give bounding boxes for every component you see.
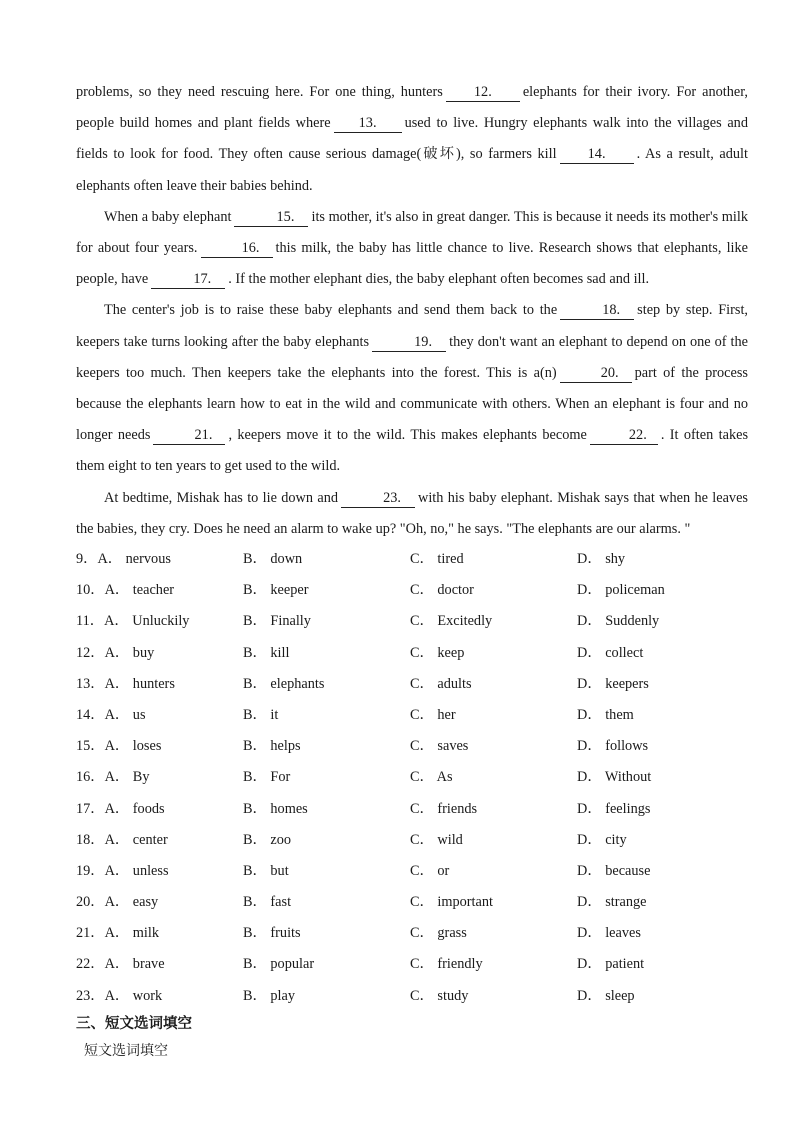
option-c[interactable]: C． or bbox=[410, 862, 450, 879]
option-a[interactable]: 21．A． milk bbox=[76, 925, 160, 942]
option-a[interactable]: 18．A． center bbox=[76, 831, 168, 848]
reading-passage bbox=[76, 77, 748, 545]
text: they don't want an elephant to depend on one of the keepers too much. Then keepers take the elephants into the forest. This is a(n) bbox=[76, 333, 748, 381]
option-b[interactable]: B． popular bbox=[243, 956, 315, 973]
option-a[interactable]: 20．A． easy bbox=[76, 894, 159, 911]
option-c[interactable]: C． tired bbox=[410, 551, 464, 567]
option-d[interactable]: D． patient bbox=[577, 956, 645, 973]
text: part of the process because the elephants learn how to eat in the wild and communicate with others. When an elephant is four and no longer needs bbox=[76, 364, 748, 444]
option-a[interactable]: 19．A． unless bbox=[76, 862, 169, 879]
option-row-16 bbox=[76, 762, 756, 793]
option-row-20 bbox=[76, 887, 756, 918]
option-d[interactable]: D． them bbox=[577, 706, 634, 723]
option-a[interactable]: 22．A． brave bbox=[76, 956, 165, 973]
blank-19[interactable]: 19. bbox=[372, 334, 446, 352]
text: its mother, it's also in great danger. This is because it needs its mother's milk for about four years. bbox=[76, 208, 748, 257]
paragraph-2 bbox=[76, 202, 748, 296]
blank-12[interactable]: 12. bbox=[446, 84, 520, 102]
option-c[interactable]: C． doctor bbox=[410, 582, 474, 599]
option-a[interactable]: 23．A． work bbox=[76, 987, 163, 1004]
option-d[interactable]: D． city bbox=[577, 831, 627, 848]
option-d[interactable]: D． follows bbox=[577, 738, 649, 755]
option-b[interactable]: B． play bbox=[243, 987, 296, 1004]
answer-options bbox=[76, 544, 756, 1012]
option-b[interactable]: B． Finally bbox=[243, 613, 311, 630]
option-c[interactable]: C． her bbox=[410, 706, 456, 723]
option-b[interactable]: B． fruits bbox=[243, 925, 301, 942]
text: The center's job is to raise these baby elephants and send them back to the bbox=[104, 302, 558, 319]
text: When a baby elephant bbox=[104, 208, 232, 225]
section-title: 三、短文选词填空 bbox=[76, 1016, 192, 1032]
option-a[interactable]: 15．A． loses bbox=[76, 738, 162, 755]
option-d[interactable]: D． leaves bbox=[577, 925, 641, 942]
option-b[interactable]: B． down bbox=[243, 551, 303, 567]
text: step by step. First, keepers take turns looking after the baby elephants bbox=[76, 302, 748, 350]
option-a[interactable]: 10．A． teacher bbox=[76, 582, 175, 599]
option-b[interactable]: B． it bbox=[243, 706, 279, 723]
option-row-18 bbox=[76, 825, 756, 856]
text: At bedtime, Mishak has to lie down and bbox=[104, 489, 338, 506]
blank-16[interactable]: 16. bbox=[201, 240, 273, 258]
text: . As a result, adult elephants often leave their babies behind. bbox=[76, 146, 748, 194]
blank-23[interactable]: 23. bbox=[341, 490, 415, 508]
blank-17[interactable]: 17. bbox=[151, 271, 225, 289]
blank-21[interactable]: 21. bbox=[153, 427, 225, 445]
option-a[interactable]: 17．A． foods bbox=[76, 800, 165, 817]
option-b[interactable]: B． kill bbox=[243, 644, 290, 661]
option-c[interactable]: C． saves bbox=[410, 738, 469, 755]
option-row-23 bbox=[76, 981, 756, 1012]
text: . If the mother elephant dies, the baby elephant often becomes sad and ill. bbox=[228, 271, 650, 288]
option-c[interactable]: C． Excitedly bbox=[410, 613, 493, 630]
option-b[interactable]: B． keeper bbox=[243, 582, 309, 599]
option-row-15 bbox=[76, 731, 756, 762]
option-b[interactable]: B． elephants bbox=[243, 675, 325, 692]
option-d[interactable]: D． policeman bbox=[577, 582, 665, 599]
blank-22[interactable]: 22. bbox=[590, 427, 658, 445]
text: problems, so they need rescuing here. For one thing, hunters bbox=[76, 84, 443, 100]
option-d[interactable]: D． keepers bbox=[577, 675, 649, 692]
text: , keepers move it to the wild. This makes elephants become bbox=[228, 427, 587, 444]
option-b[interactable]: B． but bbox=[243, 862, 289, 879]
blank-20[interactable]: 20. bbox=[560, 365, 632, 383]
option-d[interactable]: D． shy bbox=[577, 551, 626, 567]
option-a[interactable]: 9．A． nervous bbox=[76, 551, 171, 567]
option-b[interactable]: B． fast bbox=[243, 894, 292, 911]
option-c[interactable]: C． adults bbox=[410, 675, 472, 692]
option-b[interactable]: B． helps bbox=[243, 738, 301, 755]
section-subtitle: 短文选词填空 bbox=[84, 1043, 168, 1059]
option-a[interactable]: 11．A． Unluckily bbox=[76, 613, 190, 630]
paragraph-1 bbox=[76, 77, 748, 202]
blank-15[interactable]: 15. bbox=[234, 209, 308, 227]
blank-14[interactable]: 14. bbox=[560, 146, 634, 164]
option-row-17 bbox=[76, 794, 756, 825]
option-c[interactable]: C． wild bbox=[410, 831, 463, 848]
option-c[interactable]: C． study bbox=[410, 987, 469, 1004]
option-d[interactable]: D． feelings bbox=[577, 800, 651, 817]
option-row-13 bbox=[76, 669, 756, 700]
option-row-22 bbox=[76, 949, 756, 980]
text: with his baby elephant. Mishak says that when he leaves the babies, they cry. Does he need an alarm to wake up? "Oh, no," he says. "The elephants are our alarms. " bbox=[76, 489, 748, 537]
option-row-21 bbox=[76, 918, 756, 949]
option-row-12 bbox=[76, 638, 756, 669]
option-a[interactable]: 14．A． us bbox=[76, 706, 146, 723]
option-row-9 bbox=[76, 544, 756, 575]
option-c[interactable]: C． friends bbox=[410, 800, 478, 817]
option-b[interactable]: B． homes bbox=[243, 800, 308, 817]
option-d[interactable]: D． strange bbox=[577, 894, 647, 911]
option-d[interactable]: D． Suddenly bbox=[577, 613, 660, 630]
option-d[interactable]: D． collect bbox=[577, 644, 644, 661]
option-c[interactable]: C． friendly bbox=[410, 956, 483, 973]
blank-18[interactable]: 18. bbox=[560, 302, 634, 320]
option-c[interactable]: C． grass bbox=[410, 925, 467, 942]
option-a[interactable]: 12．A． buy bbox=[76, 644, 155, 661]
text: this milk, the baby has little chance to live. Research shows that elephants, like people, have bbox=[76, 240, 749, 288]
option-row-14 bbox=[76, 700, 756, 731]
paragraph-4 bbox=[76, 483, 748, 545]
option-d[interactable]: D． because bbox=[577, 862, 651, 879]
paragraph-3 bbox=[76, 295, 748, 482]
option-row-10 bbox=[76, 575, 756, 606]
option-b[interactable]: B． zoo bbox=[243, 831, 292, 848]
blank-13[interactable]: 13. bbox=[334, 115, 402, 133]
option-d[interactable]: D． Without bbox=[577, 769, 652, 786]
option-b[interactable]: B． For bbox=[243, 769, 291, 786]
option-c[interactable]: C． As bbox=[410, 769, 453, 786]
option-row-19 bbox=[76, 856, 756, 887]
option-c[interactable]: C． keep bbox=[410, 644, 465, 661]
option-a[interactable]: 16．A． By bbox=[76, 769, 150, 786]
text: . It often takes them eight to ten years to get used to the wild. bbox=[76, 427, 749, 475]
text: elephants for their ivory. For another, people build homes and plant fields where bbox=[76, 84, 748, 132]
option-c[interactable]: C． important bbox=[410, 894, 493, 911]
option-a[interactable]: 13．A． hunters bbox=[76, 675, 175, 692]
option-row-11 bbox=[76, 606, 756, 637]
option-d[interactable]: D． sleep bbox=[577, 987, 635, 1004]
text: used to live. Hungry elephants walk into the villages and fields to look for food. They often cause serious damage(破坏), so farmers kill bbox=[76, 115, 748, 163]
